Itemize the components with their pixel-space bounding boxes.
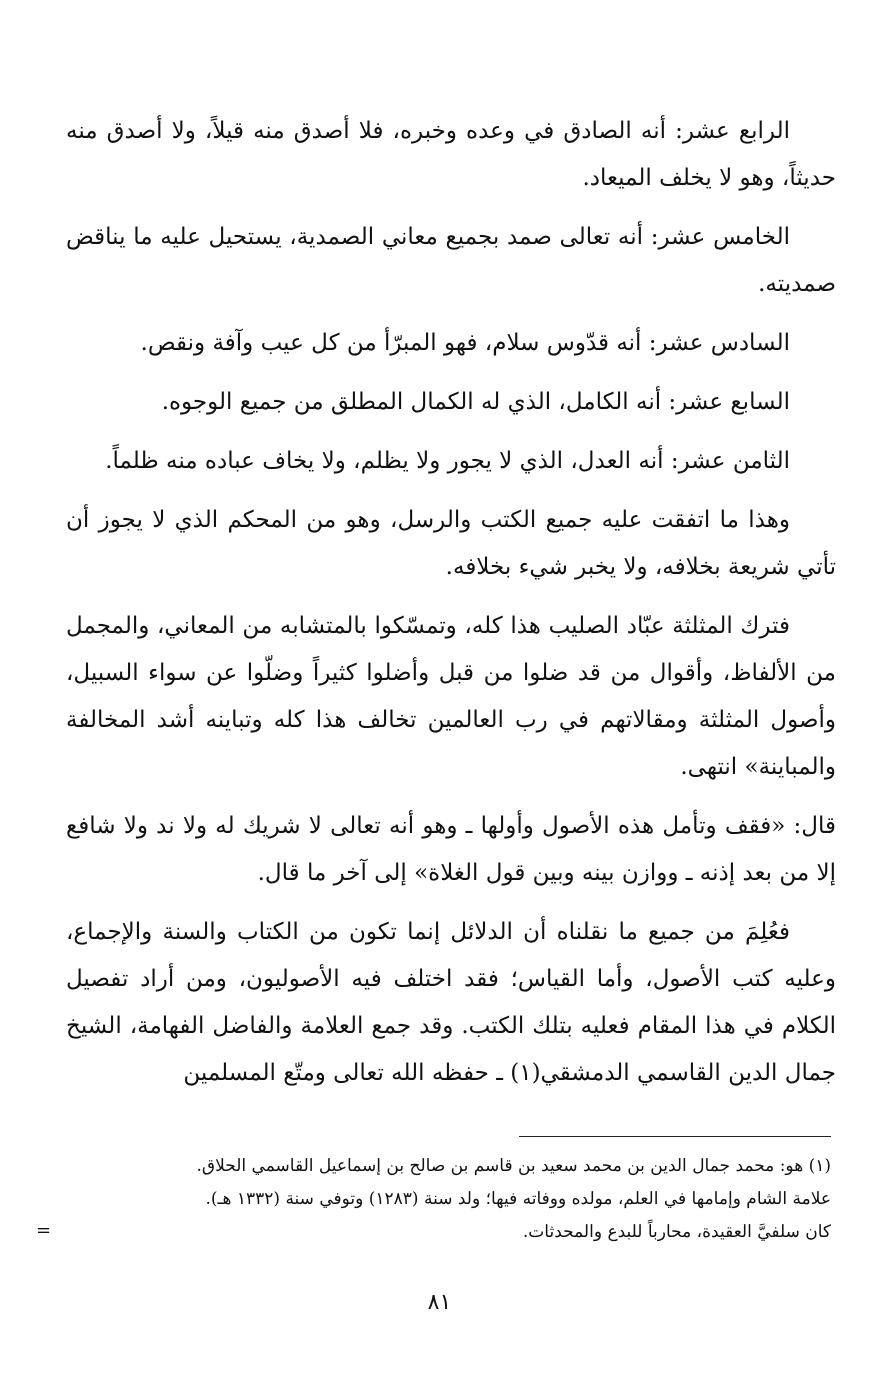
paragraph-quote: قال: «فقف وتأمل هذه الأصول وأولها ـ وهو أنه تعالى لا شريك له ولا ند ولا شافع إلا من بعد إذنه ـ ووازن بينه وبين قول الغلاة» إلى آخر ما قال. [66, 813, 836, 886]
footnote-line: علامة الشام وإمامها في العلم، مولده ووفاته فيها؛ ولد سنة (١٢٨٣) وتوفي سنة (١٣٣٢ هـ). [205, 1189, 831, 1209]
page-number: ٨١ [427, 1290, 452, 1315]
footnote-separator [519, 1136, 831, 1137]
footnote-continuation-mark: = [36, 1220, 52, 1241]
footnote-line: (١) هو: محمد جمال الدين بن محمد سعيد بن قاسم بن صالح بن إسماعيل القاسمي الحلاق. [196, 1156, 831, 1176]
paragraph-16th-attribute: السادس عشر: أنه قدّوس سلام، فهو المبرّأ من كل عيب وآفة ونقص. [140, 330, 790, 356]
page-body [66, 108, 836, 1109]
paragraph-17th-attribute: السابع عشر: أنه الكامل، الذي له الكمال المطلق من جميع الوجوه. [161, 389, 790, 415]
paragraph-18th-attribute: الثامن عشر: أنه العدل، الذي لا يجور ولا يظلم، ولا يخاف عباده منه ظلماً. [105, 448, 790, 474]
paragraph-15th-attribute: الخامس عشر: أنه تعالى صمد بجميع معاني الصمدية، يستحيل عليه ما يناقض صمديته. [66, 224, 836, 297]
footnotes [91, 1150, 831, 1249]
paragraph-agreement: وهذا ما اتفقت عليه جميع الكتب والرسل، وهو من المحكم الذي لا يجوز أن تأتي شريعة بخلافه، ولا يخبر شيء بخلافه. [66, 507, 836, 580]
footnote-line: كان سلفيَّ العقيدة، محارباً للبدع والمحدثات. [522, 1222, 831, 1242]
paragraph-14th-attribute: الرابع عشر: أنه الصادق في وعده وخبره، فلا أصدق منه قيلاً، ولا أصدق منه حديثاً، وهو لا يخلف الميعاد. [66, 118, 836, 191]
paragraph-conclusion: فعُلِمَ من جميع ما نقلناه أن الدلائل إنما تكون من الكتاب والسنة والإجماع، وعليه كتب الأصول، وأما القياس؛ فقد اختلف فيه الأصوليون، ومن أراد تفصيل الكلام في هذا المقام فعليه بتلك الكتب. وقد جمع العلامة والفاضل الفهامة، الشيخ جمال الدين القاسمي الدمشقي(١) ـ حفظه الله تعالى ومتّع المسلمين [66, 919, 837, 1086]
paragraph-trinitarians: فترك المثلثة عبّاد الصليب هذا كله، وتمسّكوا بالمتشابه من المعاني، والمجمل من الألفاظ، وأقوال من قد ضلوا من قبل وأضلوا كثيراً وضلّوا عن سواء السبيل، وأصول المثلثة ومقالاتهم في رب العالمين تخالف هذا كله وتباينه أشد المخالفة والمباينة» انتهى. [66, 613, 836, 780]
